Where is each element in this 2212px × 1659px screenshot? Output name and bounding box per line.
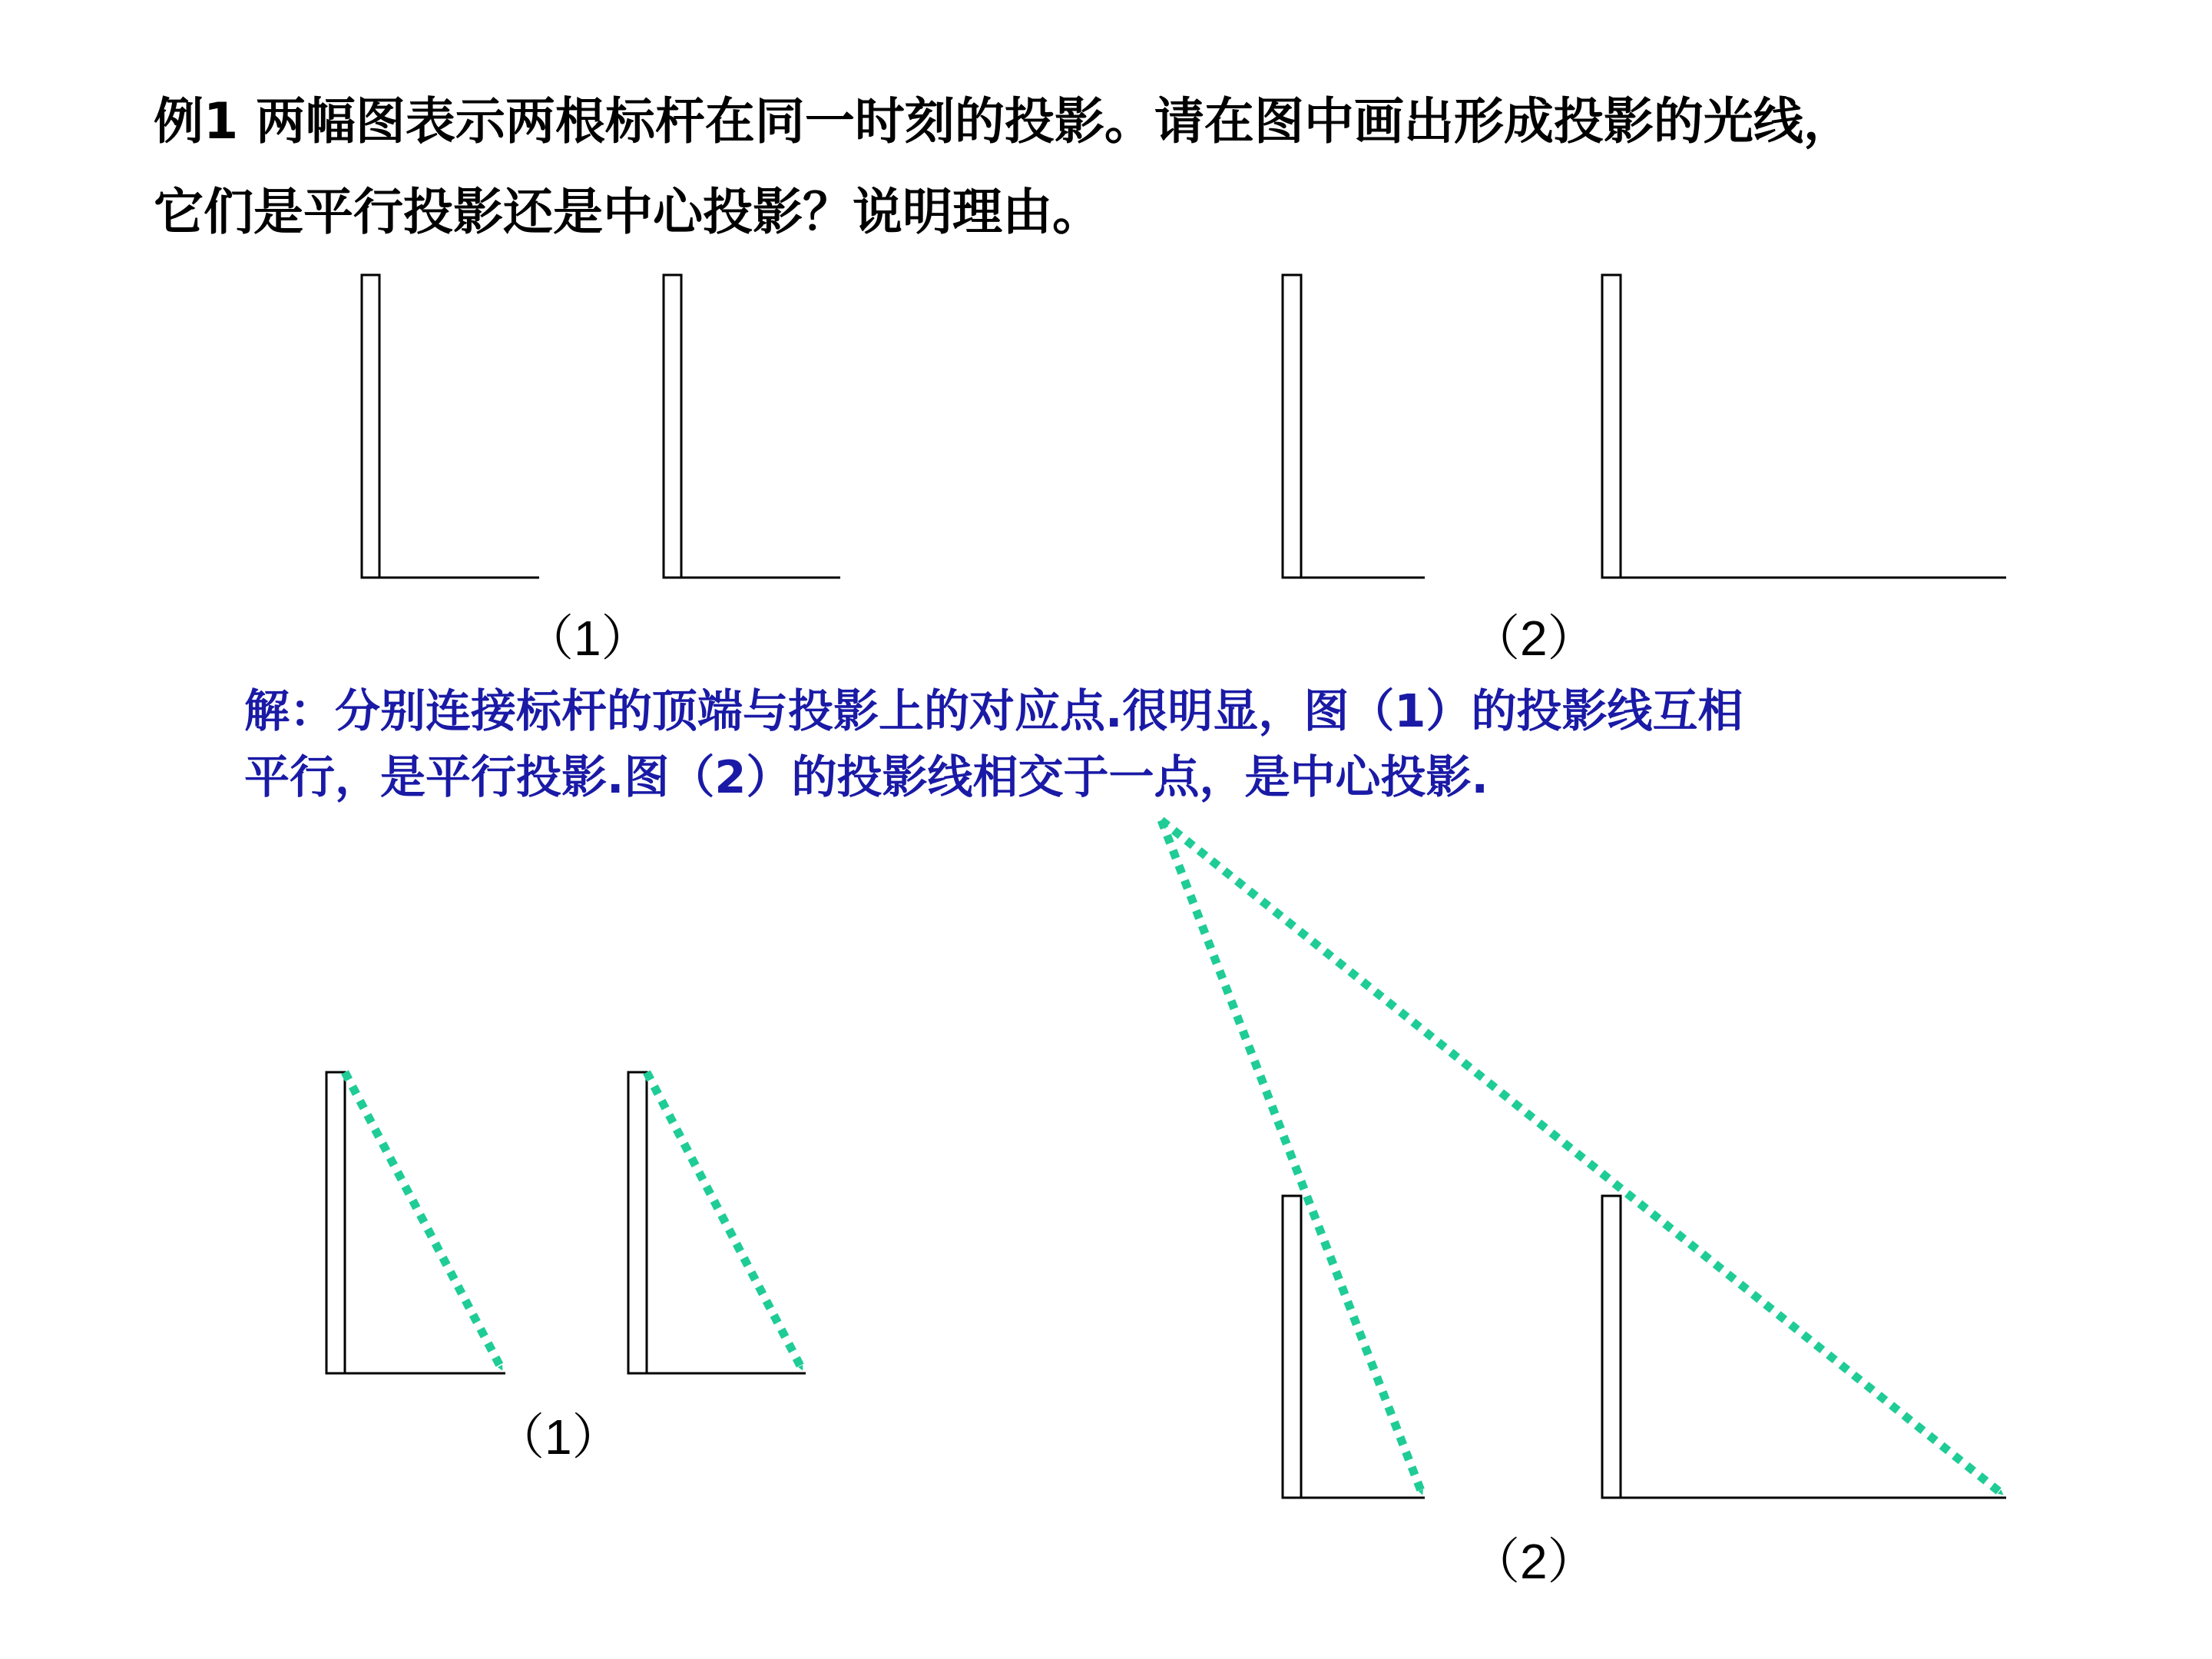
pole [1602,1196,1621,1498]
light-ray-arrow [345,1072,502,1370]
caption-top-1: （1） [525,611,651,666]
pole [664,275,681,578]
light-ray-arrow [647,1072,803,1370]
top-figure-2 [1283,275,2006,578]
caption-bottom-2: （2） [1471,1534,1597,1589]
question-line-1: 例1 两幅图表示两根标杆在同一时刻的投影。请在图中画出形成投影的光线， [154,93,1853,151]
bottom-figure-2 [1161,820,2006,1498]
pole [362,275,379,578]
pole [1283,1196,1301,1498]
question-line-2: 它们是平行投影还是中心投影？说明理由。 [154,184,1103,241]
caption-bottom-1: （1） [495,1409,621,1465]
pole [1283,275,1301,578]
answer-text [244,678,2011,810]
answer-line-1: 解：分别连接标杆的顶端与投影上的对应点.很明显，图（1）的投影线互相 [244,684,1743,737]
pole [628,1072,647,1373]
caption-top-2: （2） [1471,611,1597,666]
pole [1602,275,1621,578]
answer-line-2: 平行，是平行投影.图（2）的投影线相交于一点，是中心投影. [244,750,1488,803]
pole [326,1072,345,1373]
bottom-figure-1 [326,1072,806,1373]
top-figure-1 [362,275,840,578]
